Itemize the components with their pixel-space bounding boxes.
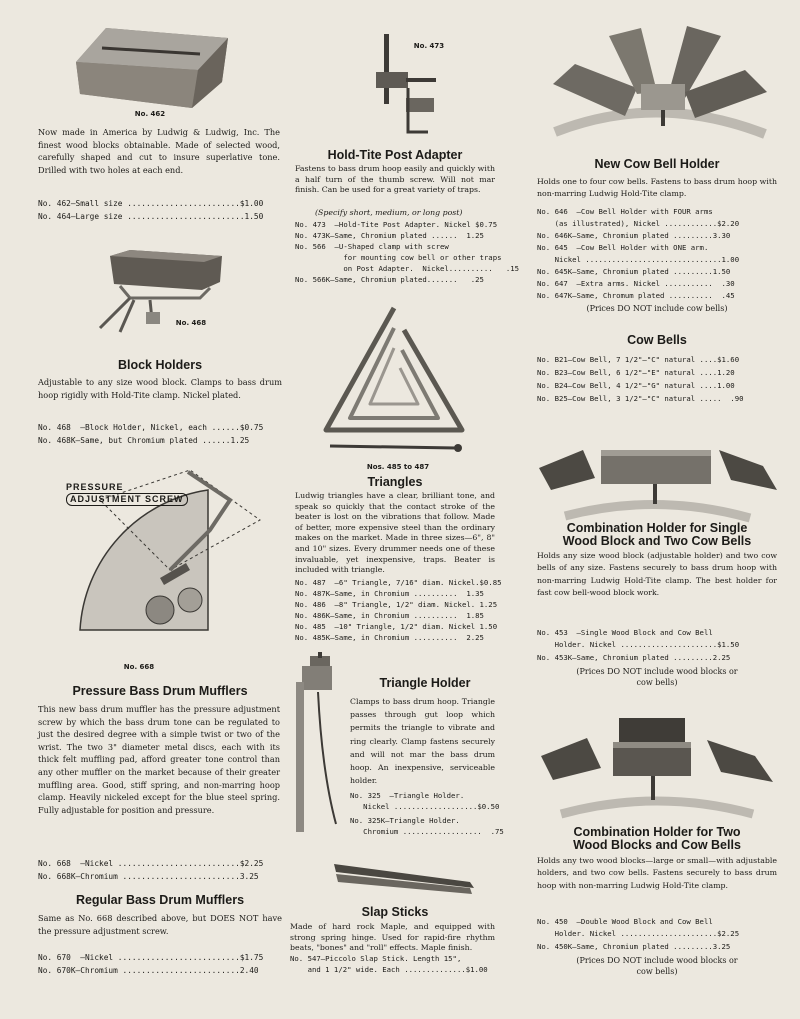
cowbell-holder-price-5: Nickel ...............................1.00 bbox=[537, 255, 740, 264]
cowbell-holder-price-1: No. 646 —Cow Bell Holder with FOUR arms bbox=[537, 207, 713, 216]
cow-bell-price-2: No. B23—Cow Bell, 6 1/2"—"E" natural ....1.20 bbox=[537, 368, 735, 377]
slap-stick-image bbox=[330, 858, 480, 898]
cow-bell-price-4: No. B25—Cow Bell, 3 1/2"—"C" natural ..... .90 bbox=[537, 394, 744, 403]
combo-two-image bbox=[535, 710, 780, 820]
post-adapter-price-4: for mounting cow bell or other traps bbox=[295, 253, 502, 262]
combo-single-description: Holds any size wood block (adjustable holder) and two cow bells of any size. Fastens securely to bass drum hoop with non-marring Ludwig Hold-Tite clamp. The best holder for fast cow bell-wood block work. bbox=[537, 551, 777, 598]
mufflers-description: This new bass drum muffler has the pressure adjustment screw by which the bass drum tone can be regulated to just the desired degree with a simple twist or two of the wrist. The two 3" diameter metal discs, each with its thick felt muffling pad, afford greater tone control than any other muffler on the market because of their greater muffling area. Good, stiff spring, and non-marring hoop clamp. Heavily nickeled except for the blue steel spring. Fully adjustable for position and pressure. bbox=[38, 704, 280, 815]
muffler-caption: No. 668 bbox=[123, 663, 155, 671]
combo-two-title-line2: Wood Blocks and Cow Bells bbox=[573, 838, 741, 852]
block-holder-price-2: No. 468K—Same, but Chromium plated ......1.25 bbox=[38, 436, 250, 445]
combo-two-price-2: Holder. Nickel ......................$2.25 bbox=[537, 929, 740, 938]
triangle-price-4: No. 486K—Same, in Chromium .......... 1.85 bbox=[295, 611, 484, 620]
post-adapter-price-6: No. 566K—Same, Chromium plated....... .25 bbox=[295, 275, 484, 284]
pressure-label bbox=[66, 482, 188, 506]
block-holders-title: Block Holders bbox=[117, 358, 203, 372]
cow-bell-price-3: No. B24—Cow Bell, 4 1/2"—"G" natural ....1.00 bbox=[537, 381, 735, 390]
pressure-label-line1: PRESSURE bbox=[66, 482, 124, 492]
combo-single-price-2: Holder. Nickel ......................$1.50 bbox=[537, 640, 740, 649]
cowbell-holder-price-2: (as illustrated), Nickel ............$2.20 bbox=[537, 219, 740, 228]
combo-single-price-1: No. 453 —Single Wood Block and Cow Bell bbox=[537, 628, 713, 637]
cowbell-holder-price-3: No. 646K—Same, Chromium plated .........3.30 bbox=[537, 231, 731, 240]
pressure-label-line2: ADJUSTMENT SCREW bbox=[66, 493, 188, 506]
slap-stick-price-1: No. 547—Piccolo Slap Stick. Length 15", bbox=[290, 954, 462, 963]
wood-block-image bbox=[72, 22, 232, 110]
cowbell-holder-price-6: No. 645K—Same, Chromium plated .........1.50 bbox=[537, 267, 731, 276]
cowbell-holder-price-4: No. 645 —Cow Bell Holder with ONE arm. bbox=[537, 243, 709, 252]
slap-stick-price-2: and 1 1/2" wide. Each ..............$1.00 bbox=[290, 965, 488, 974]
triangle-price-2: No. 487K—Same, in Chromium .......... 1.35 bbox=[295, 589, 484, 598]
wood-block-description: Now made in America by Ludwig & Ludwig, Inc. The finest wood blocks obtainable. Made of selected wood, carefully shaped and cut to insure superlative tone. Drilled with two holes at each end. bbox=[38, 127, 280, 175]
combo-two-price-3: No. 450K—Same, Chromium plated .........3.25 bbox=[537, 942, 731, 951]
triangle-holder-description: Clamps to bass drum hoop. Triangle passes through gut loop which permits the triangle to vibrate and ring clearly. Clamp fastens securely and will not mar the bass drum hoop. An inexpensive, serviceable holder. bbox=[350, 697, 495, 786]
triangle-holder-price-2: Nickel ...................$0.50 bbox=[350, 802, 500, 811]
combo-two-title-line1: Combination Holder for Two bbox=[573, 825, 741, 839]
triangle-price-6: No. 485K—Same, in Chromium .......... 2.25 bbox=[295, 633, 484, 642]
block-holders-description: Adjustable to any size wood block. Clamps to bass drum hoop rigidly with Hold-Tite clamp. Nickel plated. bbox=[38, 377, 282, 400]
combo-single-title-line2: Wood Block and Two Cow Bells bbox=[562, 534, 752, 548]
combo-single-price-3: No. 453K—Same, Chromium plated .........2.25 bbox=[537, 653, 731, 662]
regular-muffler-price-1: No. 670 —Nickel ..........................$1.75 bbox=[38, 953, 264, 962]
triangle-image bbox=[316, 300, 476, 460]
triangles-description: Ludwig triangles have a clear, brilliant tone, and speak so quickly that the contact stroke of the beater is lost on the vibrations that follow. Made of better, more expensive steel than the ordinary makes on the market. Made in three sizes—6", 8" and 10" sizes. Every drummer needs one of these invaluable, yet inexpensive, traps. Beater is included with triangle. bbox=[295, 491, 495, 575]
post-adapter-title: Hold-Tite Post Adapter bbox=[327, 148, 463, 162]
triangle-holder-image bbox=[292, 652, 352, 842]
wood-block-price-1: No. 462—Small size ........................$1.00 bbox=[38, 199, 264, 208]
post-adapter-price-2: No. 473K—Same, Chromium plated ...... 1.25 bbox=[295, 231, 484, 240]
triangle-price-3: No. 486 —8" Triangle, 1/2" diam. Nickel. 1.25 bbox=[295, 600, 498, 609]
cow-bells-title: Cow Bells bbox=[627, 333, 687, 347]
cowbell-holder-price-8: No. 647K—Same, Chromum plated .......... .45 bbox=[537, 291, 735, 300]
block-holder-caption: No. 468 bbox=[175, 319, 207, 327]
cowbell-holder-price-7: No. 647 —Extra arms. Nickel ........... .30 bbox=[537, 279, 735, 288]
cowbell-holder-title: New Cow Bell Holder bbox=[594, 157, 720, 171]
combo-single-title-line1: Combination Holder for Single bbox=[566, 521, 748, 535]
muffler-price-2: No. 668K—Chromium .........................3.25 bbox=[38, 872, 259, 881]
wood-block-price-2: No. 464—Large size .........................1.50 bbox=[38, 212, 264, 221]
cow-bell-price-1: No. B21—Cow Bell, 7 1/2"—"C" natural ....$1.60 bbox=[537, 355, 740, 364]
cowbell-holder-note: (Prices DO NOT include cow bells) bbox=[586, 304, 728, 313]
cowbell-holder-image bbox=[545, 22, 770, 152]
combo-single-note: (Prices DO NOT include wood blocks or cow bells) bbox=[576, 667, 738, 687]
muffler-price-1: No. 668 —Nickel ..........................$2.25 bbox=[38, 859, 264, 868]
regular-muffler-price-2: No. 670K—Chromium .........................2.40 bbox=[38, 966, 259, 975]
block-holder-price-1: No. 468 —Block Holder, Nickel, each ......$0.75 bbox=[38, 423, 264, 432]
post-adapter-price-1: No. 473 —Hold-Tite Post Adapter. Nickel $0.75 bbox=[295, 220, 498, 229]
regular-mufflers-title: Regular Bass Drum Mufflers bbox=[75, 893, 245, 907]
triangle-holder-price-1: No. 325 —Triangle Holder. bbox=[350, 791, 465, 800]
post-adapter-spec: (Specify short, medium, or long post) bbox=[315, 208, 463, 217]
post-adapter-description: Fastens to bass drum hoop easily and quickly with a half turn of the thumb screw. Will not mar finish. Can be used for a great variety of traps. bbox=[295, 164, 495, 194]
wood-block-caption: No. 462 bbox=[134, 110, 166, 118]
triangle-holder-price-4: Chromium .................. .75 bbox=[350, 827, 504, 836]
combo-two-note: (Prices DO NOT include wood blocks or cow bells) bbox=[576, 956, 738, 976]
post-adapter-caption: No. 473 bbox=[413, 42, 445, 50]
triangles-title: Triangles bbox=[367, 475, 423, 489]
mufflers-title: Pressure Bass Drum Mufflers bbox=[72, 684, 248, 698]
slap-sticks-title: Slap Sticks bbox=[361, 905, 429, 919]
combo-two-price-1: No. 450 —Double Wood Block and Cow Bell bbox=[537, 917, 713, 926]
triangle-holder-price-3: No. 325K—Triangle Holder. bbox=[350, 816, 460, 825]
cowbell-holder-description: Holds one to four cow bells. Fastens to bass drum hoop with non-marring Ludwig Hold-Tite clamp. bbox=[537, 177, 777, 199]
triangle-holder-title: Triangle Holder bbox=[379, 676, 471, 690]
regular-mufflers-description: Same as No. 668 described above, but DOES NOT have the pressure adjustment screw. bbox=[38, 913, 282, 936]
triangle-price-1: No. 487 —6" Triangle, 7/16" diam. Nickel.$0.85 bbox=[295, 578, 502, 587]
post-adapter-price-5: on Post Adapter. Nickel.......... .15 bbox=[295, 264, 520, 273]
triangle-caption: Nos. 485 to 487 bbox=[366, 463, 430, 471]
combo-two-description: Holds any two wood blocks—large or small—with adjustable holders, and two cow bells. Fastens securely to bass drum hoop with non-marring Ludwig Hold-Tite clamp. bbox=[537, 856, 777, 890]
post-adapter-price-3: No. 566 —U-Shaped clamp with screw bbox=[295, 242, 449, 251]
triangle-price-5: No. 485 —10" Triangle, 1/2" diam. Nickel 1.50 bbox=[295, 622, 498, 631]
combo-single-image bbox=[535, 432, 780, 522]
slap-sticks-description: Made of hard rock Maple, and equipped with strong spring hinge. Used for rapid-fire rhythm beats, "bones" and "roll" effects. Maple finish. bbox=[290, 922, 495, 952]
